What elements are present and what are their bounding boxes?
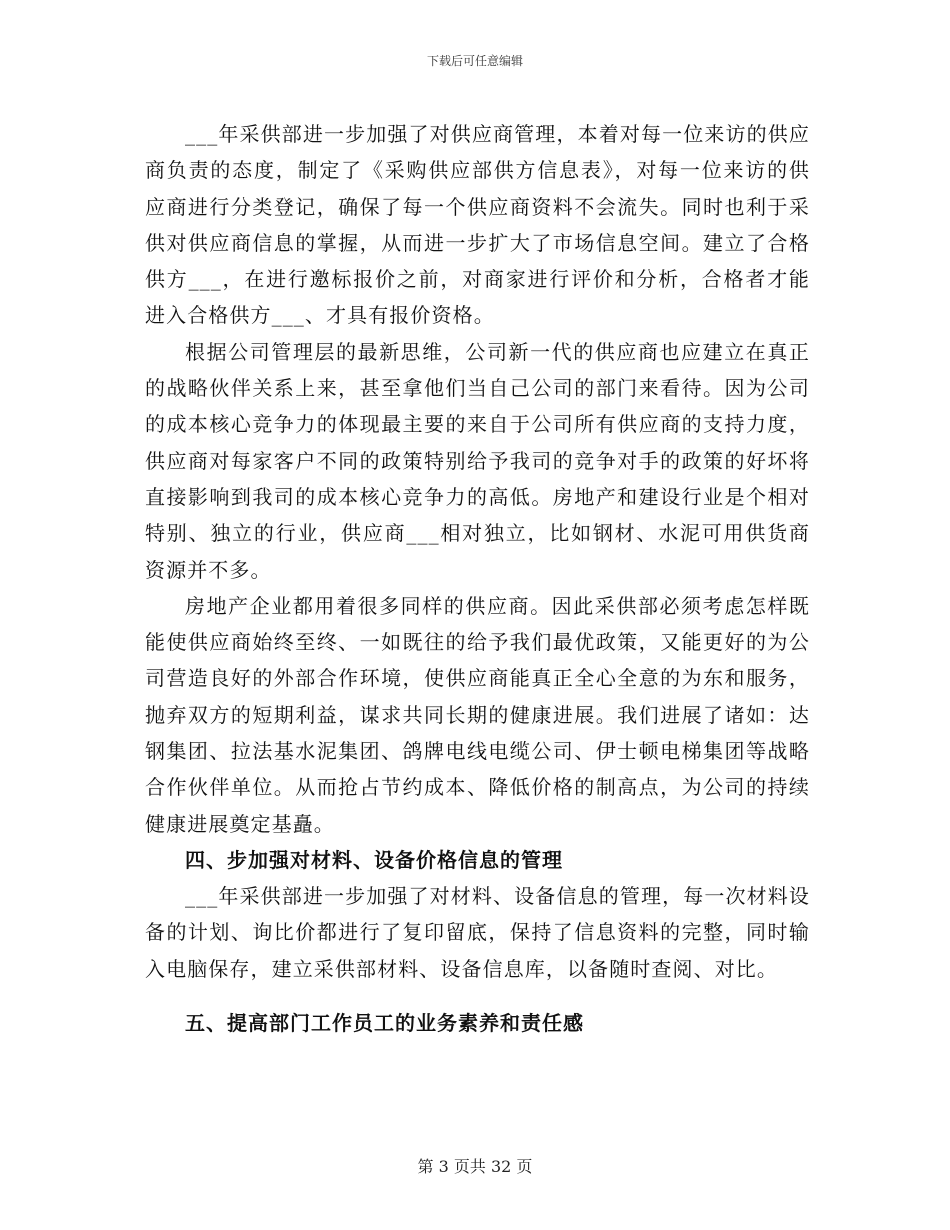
document-body bbox=[145, 116, 810, 1041]
paragraph-cooperation-environment: 房地产企业都用着很多同样的供应商。因此采供部必须考虑怎样既能使供应商始终至终、一如既往的给予我们最优政策，又能更好的为公司营造良好的外部合作环境，使供应商能真正全心全意的为东和服务，抛弃双方的短期利益，谋求共同长期的健康进展。我们进展了诸如：达钢集团、拉法基水泥集团、鸽牌电线电缆公司、伊士顿电梯集团等战略合作伙伴单位。从而抢占节约成本、降低价格的制高点，为公司的持续健康进展奠定基矗。 bbox=[145, 593, 810, 836]
paragraph-price-info-management: ___年采供部进一步加强了对材料、设备信息的管理，每一次材料设备的计划、询比价都进行了复印留底，保持了信息资料的完整，同时输入电脑保存，建立采供部材料、设备信息库，以备随时查阅、对比。 bbox=[145, 883, 810, 981]
page-number: 第 3 页共 32 页 bbox=[417, 1157, 533, 1176]
paragraph-strategic-partners: 根据公司管理层的最新思维，公司新一代的供应商也应建立在真正的战略伙伴关系上来，甚至拿他们当自己公司的部门来看待。因为公司的成本核心竞争力的体现最主要的来自于公司所有供应商的支持力度，供应商对每家客户不同的政策特别给予我司的竞争对手的政策的好坏将直接影响到我司的成本核心竞争力的高低。房地产和建设行业是个相对特别、独立的行业，供应商___相对独立，比如钢材、水泥可用供货商资源并不多。 bbox=[145, 339, 810, 582]
paragraph-supplier-management: ___年采供部进一步加强了对供应商管理，本着对每一位来访的供应商负责的态度，制定了《采购供应部供方信息表》，对每一位来访的供应商进行分类登记，确保了每一个供应商资料不会流失。同时也利于采供对供应商信息的掌握，从而进一步扩大了市场信息空间。建立了合格供方___，在进行邀标报价之前，对商家进行评价和分析，合格者才能进入合格供方___、才具有报价资格。 bbox=[145, 122, 810, 328]
page-header-note: 下载后可任意编辑 bbox=[426, 54, 523, 68]
section-heading-price-info: 四、步加强对材料、设备价格信息的管理 bbox=[185, 847, 563, 872]
section-heading-staff-quality: 五、提高部门工作员工的业务素养和责任感 bbox=[185, 1010, 584, 1035]
